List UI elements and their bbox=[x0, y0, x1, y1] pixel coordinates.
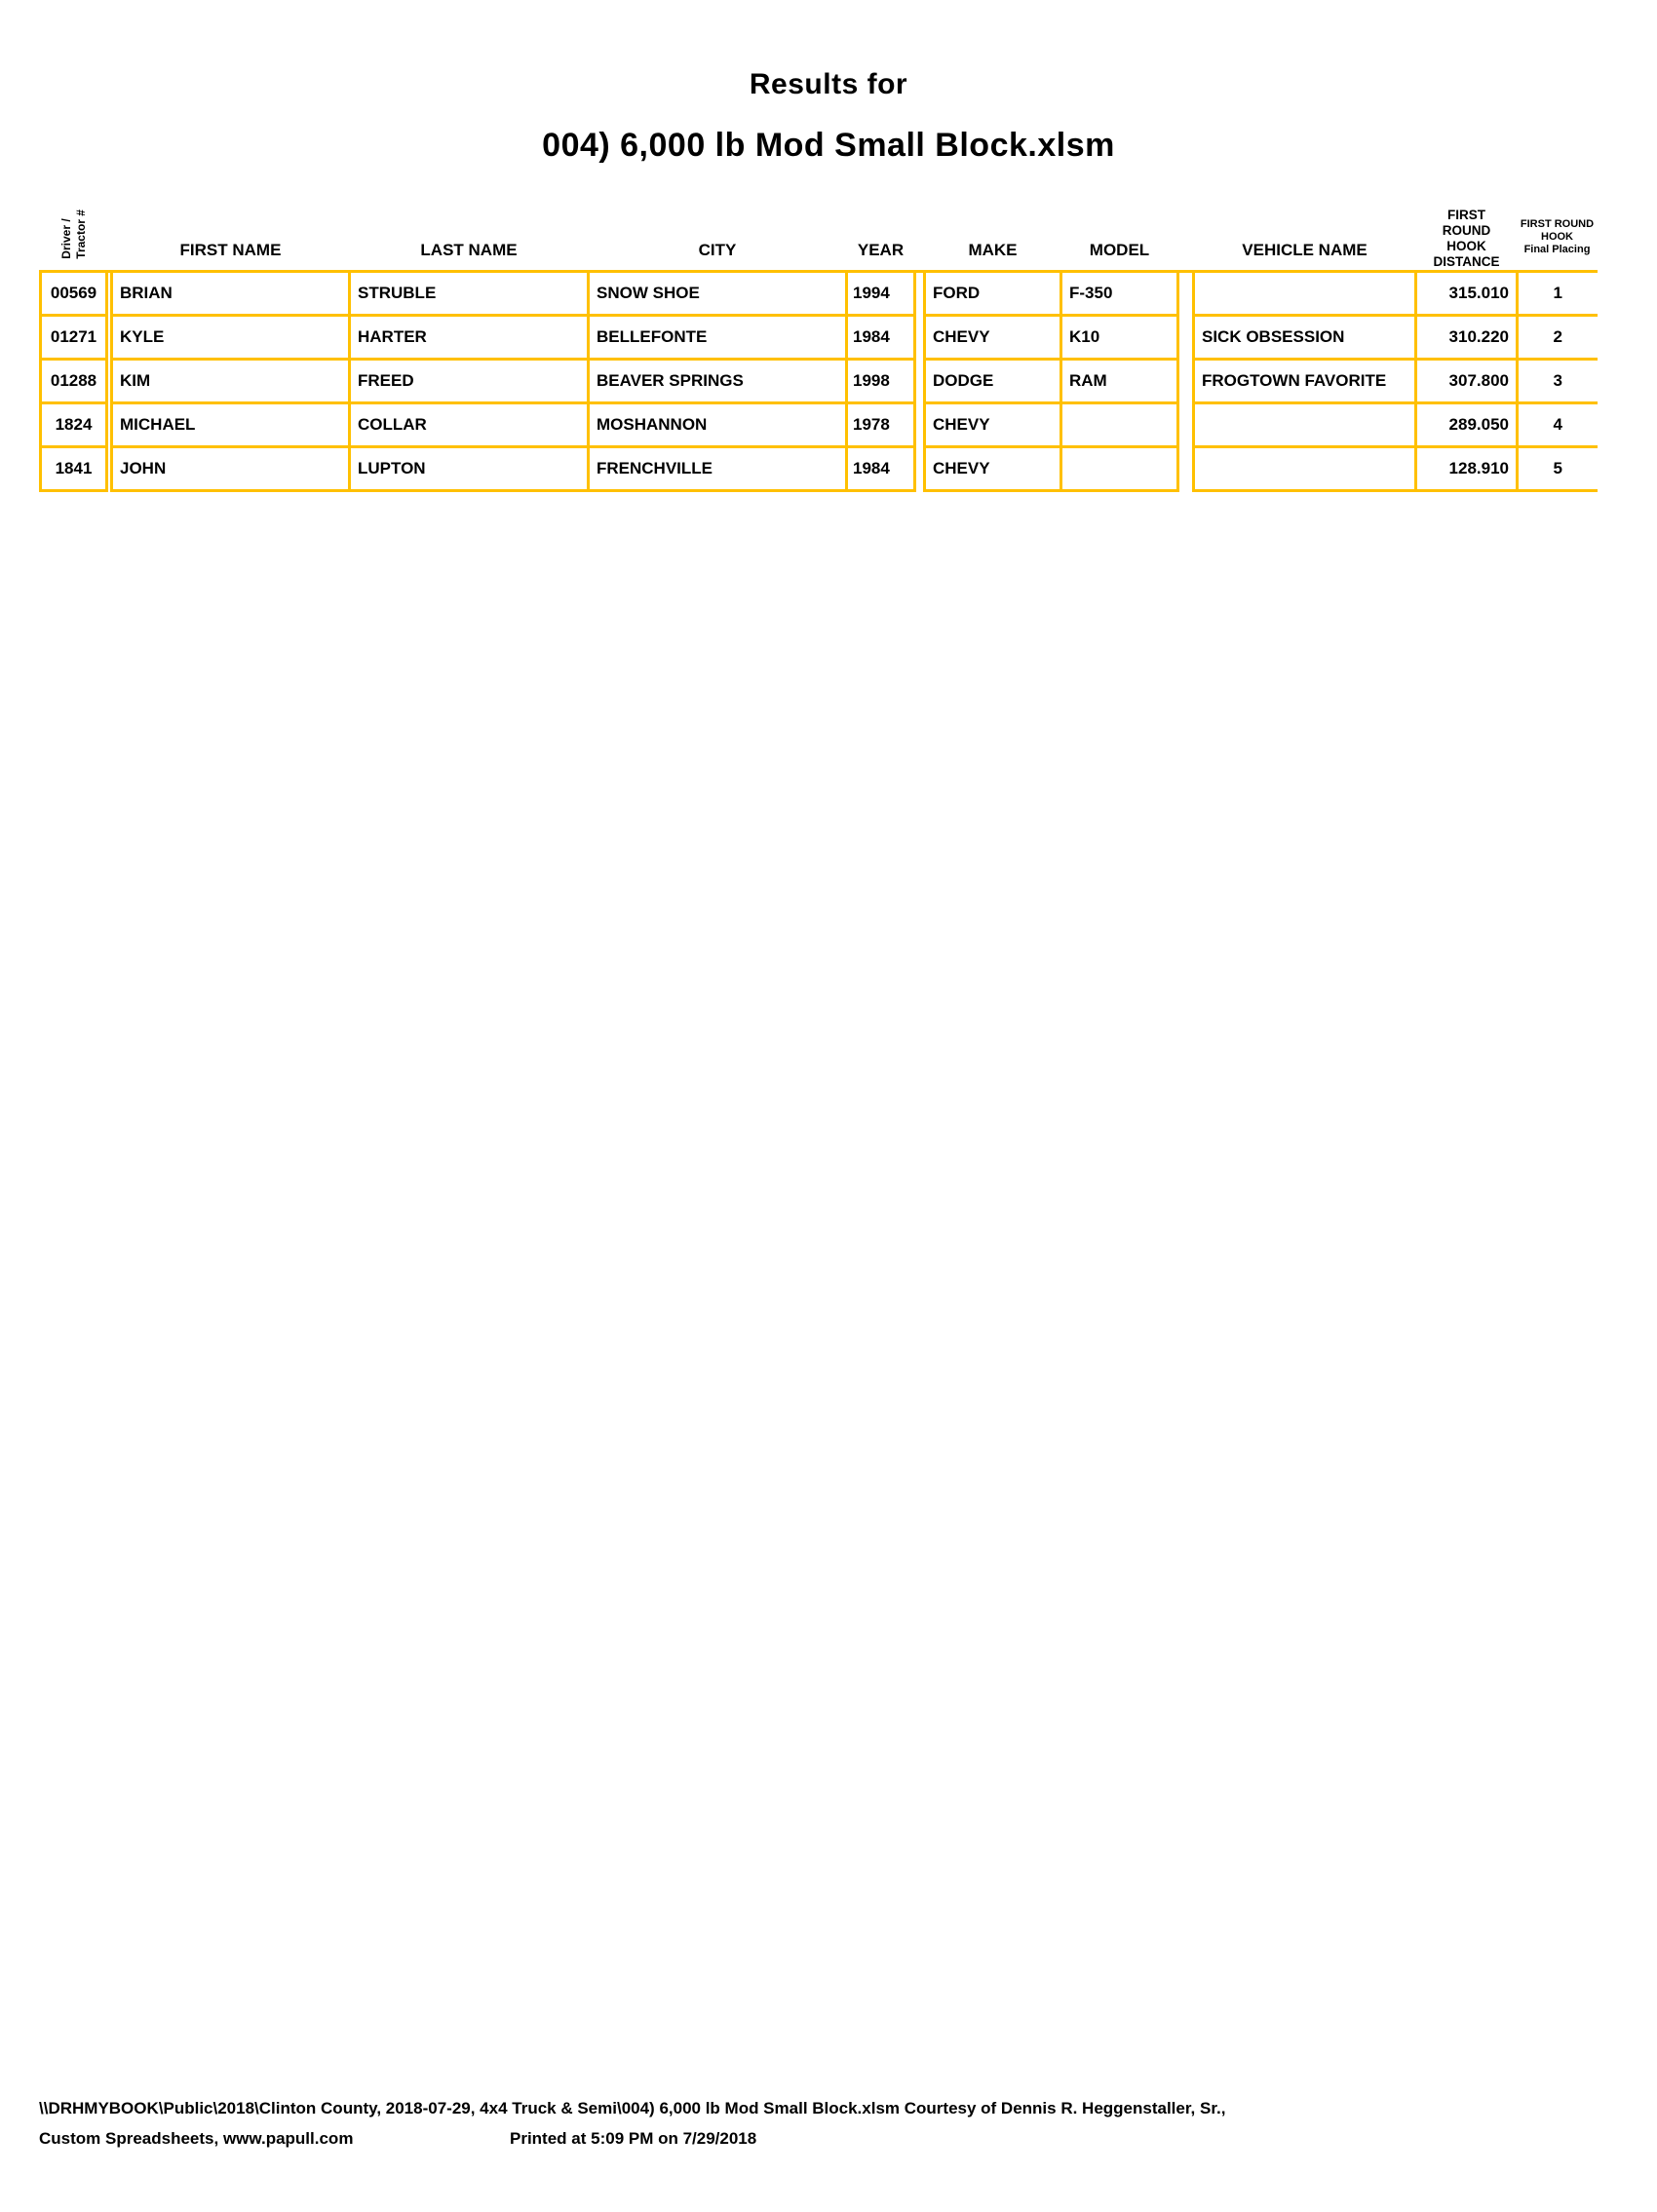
spacer bbox=[1178, 315, 1194, 359]
footer-file-path-line: \\DRHMYBOOK\Public\2018\Clinton County, 2018-07-29, 4x4 Truck & Semi\004) 6,000 lb Mod Small Block.xlsm Courtesy of Dennis R. Heggenstaller, Sr., bbox=[39, 2099, 1226, 2117]
column-header-first-round-hook-distance: FIRST ROUND HOOK DISTANCE bbox=[1433, 207, 1500, 269]
column-header-final-placing: FIRST ROUND HOOK Final Placing bbox=[1520, 217, 1595, 255]
table-row bbox=[41, 315, 1598, 359]
footer-credits-line bbox=[39, 2123, 1225, 2154]
cell-last-name: FREED bbox=[350, 359, 589, 402]
cell-vehicle-name: FROGTOWN FAVORITE bbox=[1194, 359, 1416, 402]
cell-vehicle-name bbox=[1194, 446, 1416, 490]
spacer bbox=[1178, 402, 1194, 446]
driver-tractor-vertical-label: Driver / Tractor # bbox=[58, 209, 88, 259]
table-row bbox=[41, 446, 1598, 490]
cell-make: DODGE bbox=[925, 359, 1061, 402]
cell-first-name: KYLE bbox=[112, 315, 350, 359]
page-title-line1: Results for bbox=[749, 68, 908, 100]
cell-final-placing: 4 bbox=[1518, 402, 1598, 446]
cell-hook-distance: 307.800 bbox=[1416, 359, 1518, 402]
spacer bbox=[1178, 185, 1194, 271]
cell-first-name: JOHN bbox=[112, 446, 350, 490]
column-header-last-name: LAST NAME bbox=[420, 240, 518, 259]
cell-city: SNOW SHOE bbox=[589, 271, 847, 315]
cell-vehicle-name bbox=[1194, 271, 1416, 315]
cell-hook-distance: 289.050 bbox=[1416, 402, 1518, 446]
column-header-year: YEAR bbox=[857, 240, 905, 259]
cell-last-name: COLLAR bbox=[350, 402, 589, 446]
cell-city: BELLEFONTE bbox=[589, 315, 847, 359]
cell-city: MOSHANNON bbox=[589, 402, 847, 446]
table-row bbox=[41, 402, 1598, 446]
cell-vehicle-name: SICK OBSESSION bbox=[1194, 315, 1416, 359]
cell-year: 1984 bbox=[847, 446, 915, 490]
spacer bbox=[1178, 446, 1194, 490]
spacer bbox=[1178, 359, 1194, 402]
cell-hook-distance: 315.010 bbox=[1416, 271, 1518, 315]
printed-results-page bbox=[0, 68, 1657, 2212]
cell-driver-number: 01288 bbox=[41, 359, 107, 402]
spacer bbox=[915, 359, 925, 402]
cell-last-name: STRUBLE bbox=[350, 271, 589, 315]
spacer bbox=[915, 185, 925, 271]
cell-final-placing: 5 bbox=[1518, 446, 1598, 490]
cell-hook-distance: 310.220 bbox=[1416, 315, 1518, 359]
cell-final-placing: 3 bbox=[1518, 359, 1598, 402]
header-row bbox=[41, 185, 1598, 271]
cell-city: FRENCHVILLE bbox=[589, 446, 847, 490]
cell-model: K10 bbox=[1061, 315, 1178, 359]
spacer bbox=[915, 315, 925, 359]
cell-make: CHEVY bbox=[925, 315, 1061, 359]
cell-driver-number: 1841 bbox=[41, 446, 107, 490]
cell-first-name: BRIAN bbox=[112, 271, 350, 315]
footer-website: Custom Spreadsheets, www.papull.com bbox=[39, 2129, 354, 2148]
cell-model: RAM bbox=[1061, 359, 1178, 402]
column-header-first-name: FIRST NAME bbox=[179, 240, 282, 259]
cell-first-name: MICHAEL bbox=[112, 402, 350, 446]
cell-make: CHEVY bbox=[925, 446, 1061, 490]
cell-driver-number: 00569 bbox=[41, 271, 107, 315]
cell-vehicle-name bbox=[1194, 402, 1416, 446]
cell-model bbox=[1061, 402, 1178, 446]
cell-last-name: HARTER bbox=[350, 315, 589, 359]
table-row bbox=[41, 271, 1598, 315]
cell-final-placing: 2 bbox=[1518, 315, 1598, 359]
column-header-model: MODEL bbox=[1089, 240, 1150, 259]
column-header-city: CITY bbox=[698, 240, 737, 259]
cell-model: F-350 bbox=[1061, 271, 1178, 315]
column-header-vehicle-name: VEHICLE NAME bbox=[1242, 240, 1368, 259]
page-footer bbox=[39, 2093, 1225, 2154]
results-table bbox=[39, 185, 1598, 492]
page-title-line2: 004) 6,000 lb Mod Small Block.xlsm bbox=[542, 127, 1115, 164]
cell-city: BEAVER SPRINGS bbox=[589, 359, 847, 402]
cell-hook-distance: 128.910 bbox=[1416, 446, 1518, 490]
cell-driver-number: 1824 bbox=[41, 402, 107, 446]
table-row bbox=[41, 359, 1598, 402]
cell-last-name: LUPTON bbox=[350, 446, 589, 490]
cell-year: 1994 bbox=[847, 271, 915, 315]
cell-model bbox=[1061, 446, 1178, 490]
footer-printed-timestamp: Printed at 5:09 PM on 7/29/2018 bbox=[510, 2129, 757, 2148]
cell-driver-number: 01271 bbox=[41, 315, 107, 359]
column-header-make: MAKE bbox=[968, 240, 1018, 259]
cell-year: 1984 bbox=[847, 315, 915, 359]
column-header-driver-tractor bbox=[41, 185, 107, 271]
cell-make: CHEVY bbox=[925, 402, 1061, 446]
spacer bbox=[1178, 271, 1194, 315]
cell-make: FORD bbox=[925, 271, 1061, 315]
cell-year: 1978 bbox=[847, 402, 915, 446]
cell-first-name: KIM bbox=[112, 359, 350, 402]
cell-final-placing: 1 bbox=[1518, 271, 1598, 315]
spacer bbox=[915, 446, 925, 490]
spacer bbox=[915, 271, 925, 315]
spacer bbox=[915, 402, 925, 446]
cell-year: 1998 bbox=[847, 359, 915, 402]
